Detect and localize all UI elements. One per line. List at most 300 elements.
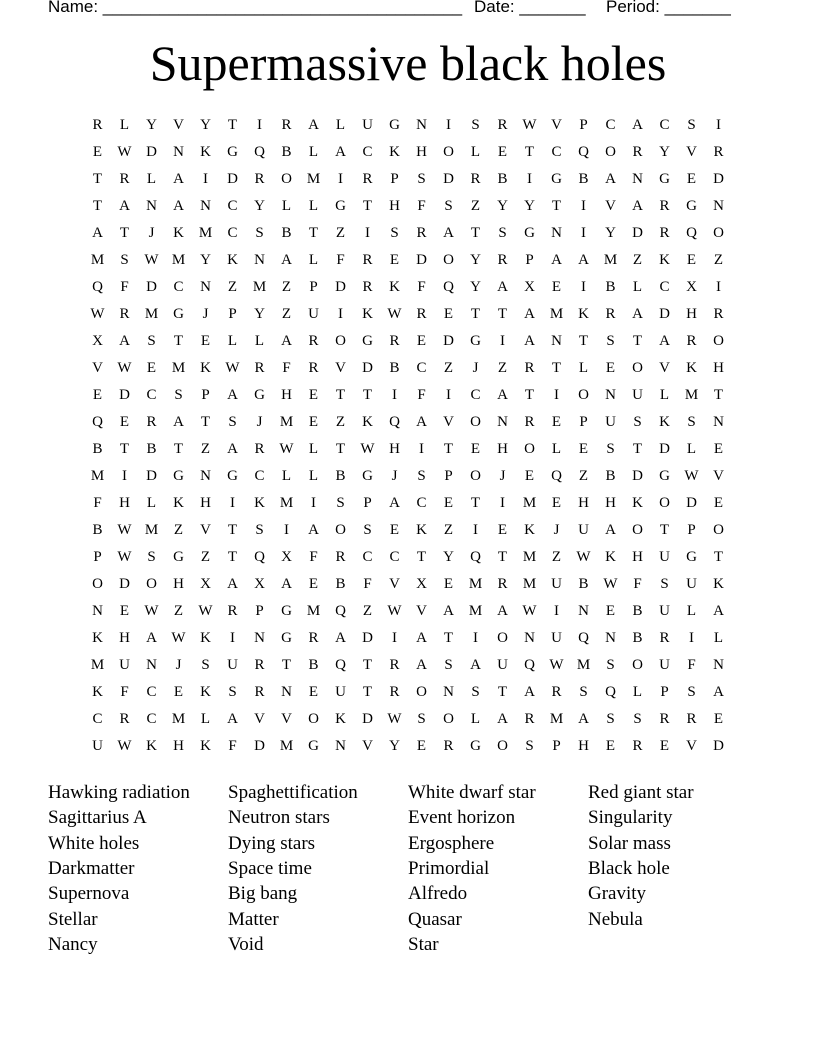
grid-letter[interactable]: Q (605, 684, 616, 700)
grid-letter[interactable]: S (498, 225, 507, 241)
grid-letter[interactable]: Y (470, 279, 481, 295)
grid-letter[interactable]: A (389, 495, 400, 511)
grid-letter[interactable]: R (524, 360, 535, 376)
grid-letter[interactable]: K (605, 549, 616, 565)
grid-letter[interactable]: R (632, 738, 643, 754)
grid-letter[interactable]: D (443, 171, 454, 187)
grid-letter[interactable]: V (335, 360, 346, 376)
grid-letter[interactable]: R (605, 306, 616, 322)
grid-letter[interactable]: P (93, 549, 102, 565)
grid-letter[interactable]: E (713, 711, 724, 727)
grid-letter[interactable]: J (391, 468, 398, 484)
grid-letter[interactable]: B (605, 468, 616, 484)
grid-letter[interactable]: E (686, 171, 697, 187)
grid-letter[interactable]: Q (524, 657, 535, 673)
grid-letter[interactable]: K (389, 279, 400, 295)
grid-letter[interactable]: T (119, 441, 130, 457)
grid-letter[interactable]: G (551, 171, 562, 187)
grid-letter[interactable]: I (365, 225, 370, 241)
grid-letter[interactable]: D (335, 279, 346, 295)
grid-letter[interactable]: O (605, 144, 616, 160)
grid-letter[interactable]: V (686, 144, 697, 160)
grid-letter[interactable]: I (716, 117, 721, 133)
grid-letter[interactable]: Z (227, 279, 238, 295)
grid-letter[interactable]: U (686, 576, 697, 592)
grid-letter[interactable]: E (92, 144, 103, 160)
grid-letter[interactable]: A (227, 576, 238, 592)
grid-letter[interactable]: A (524, 684, 535, 700)
grid-letter[interactable]: U (227, 657, 238, 673)
grid-letter[interactable]: A (227, 711, 238, 727)
grid-letter[interactable]: T (227, 522, 238, 538)
grid-letter[interactable]: E (119, 414, 130, 430)
grid-letter[interactable]: I (257, 117, 262, 133)
grid-letter[interactable]: A (578, 711, 589, 727)
grid-letter[interactable]: R (335, 549, 346, 565)
grid-letter[interactable]: K (362, 306, 373, 322)
grid-letter[interactable]: T (362, 684, 373, 700)
grid-letter[interactable]: C (146, 387, 157, 403)
grid-letter[interactable]: K (362, 414, 373, 430)
grid-letter[interactable]: T (308, 225, 319, 241)
grid-letter[interactable]: E (497, 522, 508, 538)
grid-letter[interactable]: S (633, 414, 642, 430)
grid-letter[interactable]: E (470, 441, 481, 457)
grid-letter[interactable]: M (468, 576, 483, 592)
grid-letter[interactable]: K (146, 738, 157, 754)
grid-letter[interactable]: Z (173, 522, 184, 538)
grid-letter[interactable]: A (470, 657, 481, 673)
grid-letter[interactable]: R (254, 684, 265, 700)
grid-letter[interactable]: K (200, 144, 211, 160)
grid-letter[interactable]: W (549, 657, 564, 673)
grid-letter[interactable]: K (416, 522, 427, 538)
grid-letter[interactable]: B (632, 630, 643, 646)
grid-letter[interactable]: Q (389, 414, 400, 430)
grid-letter[interactable]: L (227, 333, 238, 349)
grid-letter[interactable]: Q (578, 630, 589, 646)
grid-letter[interactable]: K (92, 630, 103, 646)
grid-letter[interactable]: I (392, 387, 397, 403)
grid-letter[interactable]: M (171, 360, 186, 376)
grid-letter[interactable]: I (446, 117, 451, 133)
grid-letter[interactable]: D (119, 576, 130, 592)
grid-letter[interactable]: T (173, 333, 184, 349)
grid-letter[interactable]: A (497, 711, 508, 727)
grid-letter[interactable]: O (713, 522, 724, 538)
grid-letter[interactable]: Z (551, 549, 562, 565)
grid-letter[interactable]: Z (443, 522, 454, 538)
grid-letter[interactable]: L (686, 603, 697, 619)
grid-letter[interactable]: E (605, 360, 616, 376)
grid-letter[interactable]: R (308, 333, 319, 349)
grid-letter[interactable]: K (632, 495, 643, 511)
grid-letter[interactable]: X (281, 549, 292, 565)
grid-letter[interactable]: N (92, 603, 103, 619)
grid-letter[interactable]: N (605, 387, 616, 403)
grid-letter[interactable]: D (362, 630, 373, 646)
grid-letter[interactable]: C (92, 711, 103, 727)
grid-letter[interactable]: A (281, 333, 292, 349)
grid-letter[interactable]: I (527, 171, 532, 187)
grid-letter[interactable]: B (335, 576, 346, 592)
grid-letter[interactable]: O (578, 387, 589, 403)
grid-letter[interactable]: R (659, 198, 670, 214)
grid-letter[interactable]: U (362, 117, 373, 133)
grid-letter[interactable]: R (308, 630, 319, 646)
grid-letter[interactable]: T (497, 549, 508, 565)
grid-letter[interactable]: E (173, 684, 184, 700)
grid-letter[interactable]: T (173, 441, 184, 457)
grid-letter[interactable]: I (311, 495, 316, 511)
grid-letter[interactable]: K (173, 225, 184, 241)
grid-letter[interactable]: O (335, 333, 346, 349)
grid-letter[interactable]: O (632, 657, 643, 673)
grid-letter[interactable]: O (632, 360, 643, 376)
grid-letter[interactable]: I (473, 522, 478, 538)
period-field[interactable]: Period: _______ (606, 0, 731, 16)
grid-letter[interactable]: R (713, 144, 724, 160)
grid-letter[interactable]: E (308, 414, 319, 430)
grid-letter[interactable]: R (389, 684, 400, 700)
grid-letter[interactable]: H (389, 441, 400, 457)
grid-letter[interactable]: S (525, 738, 534, 754)
grid-letter[interactable]: U (497, 657, 508, 673)
grid-letter[interactable]: Y (443, 549, 454, 565)
grid-letter[interactable]: R (632, 144, 643, 160)
grid-letter[interactable]: A (605, 171, 616, 187)
grid-letter[interactable]: C (362, 549, 373, 565)
grid-letter[interactable]: S (687, 684, 696, 700)
grid-letter[interactable]: P (687, 522, 696, 538)
grid-letter[interactable]: J (175, 657, 182, 673)
grid-letter[interactable]: T (632, 333, 643, 349)
grid-letter[interactable]: T (416, 549, 427, 565)
grid-letter[interactable]: G (308, 738, 319, 754)
grid-letter[interactable]: E (389, 252, 400, 268)
grid-letter[interactable]: T (551, 360, 562, 376)
grid-letter[interactable]: T (470, 225, 481, 241)
grid-letter[interactable]: V (281, 711, 292, 727)
grid-letter[interactable]: Z (335, 414, 346, 430)
grid-letter[interactable]: O (713, 333, 724, 349)
grid-letter[interactable]: R (362, 279, 373, 295)
grid-letter[interactable]: H (119, 495, 130, 511)
grid-letter[interactable]: A (578, 252, 589, 268)
grid-letter[interactable]: D (659, 306, 670, 322)
grid-letter[interactable]: E (308, 576, 319, 592)
grid-letter[interactable]: S (444, 657, 453, 673)
grid-letter[interactable]: K (389, 144, 400, 160)
grid-letter[interactable]: M (306, 603, 321, 619)
grid-letter[interactable]: S (174, 387, 183, 403)
grid-letter[interactable]: O (443, 252, 454, 268)
grid-letter[interactable]: W (360, 441, 375, 457)
grid-letter[interactable]: R (254, 657, 265, 673)
grid-letter[interactable]: Y (254, 198, 265, 214)
grid-letter[interactable]: V (416, 603, 427, 619)
grid-letter[interactable]: F (120, 279, 129, 295)
grid-letter[interactable]: I (392, 630, 397, 646)
grid-letter[interactable]: X (200, 576, 211, 592)
grid-letter[interactable]: I (338, 171, 343, 187)
grid-letter[interactable]: F (417, 279, 426, 295)
grid-letter[interactable]: C (659, 279, 670, 295)
grid-letter[interactable]: R (254, 171, 265, 187)
grid-letter[interactable]: O (92, 576, 103, 592)
grid-letter[interactable]: Q (92, 414, 103, 430)
grid-letter[interactable]: T (362, 198, 373, 214)
grid-letter[interactable]: I (500, 333, 505, 349)
grid-letter[interactable]: E (443, 306, 454, 322)
grid-letter[interactable]: I (716, 279, 721, 295)
grid-letter[interactable]: A (713, 684, 724, 700)
grid-letter[interactable]: B (389, 360, 400, 376)
grid-letter[interactable]: T (227, 549, 238, 565)
grid-letter[interactable]: M (279, 738, 294, 754)
grid-letter[interactable]: E (92, 387, 103, 403)
grid-letter[interactable]: T (362, 657, 373, 673)
grid-letter[interactable]: N (713, 198, 724, 214)
grid-letter[interactable]: N (713, 657, 724, 673)
grid-letter[interactable]: E (443, 495, 454, 511)
grid-letter[interactable]: C (227, 225, 238, 241)
grid-letter[interactable]: T (524, 144, 535, 160)
grid-letter[interactable]: L (470, 711, 481, 727)
grid-letter[interactable]: E (497, 144, 508, 160)
grid-letter[interactable]: Y (200, 252, 211, 268)
grid-letter[interactable]: M (171, 711, 186, 727)
grid-letter[interactable]: B (605, 279, 616, 295)
grid-letter[interactable]: C (470, 387, 481, 403)
grid-letter[interactable]: E (659, 738, 670, 754)
grid-letter[interactable]: K (92, 684, 103, 700)
grid-letter[interactable]: G (659, 171, 670, 187)
grid-letter[interactable]: T (659, 522, 670, 538)
grid-letter[interactable]: E (686, 252, 697, 268)
grid-letter[interactable]: U (308, 306, 319, 322)
grid-letter[interactable]: S (147, 333, 156, 349)
grid-letter[interactable]: R (227, 603, 238, 619)
grid-letter[interactable]: S (444, 198, 453, 214)
grid-letter[interactable]: N (497, 414, 508, 430)
grid-letter[interactable]: O (659, 495, 670, 511)
grid-letter[interactable]: H (119, 630, 130, 646)
grid-letter[interactable]: T (497, 306, 508, 322)
grid-letter[interactable]: U (659, 657, 670, 673)
grid-letter[interactable]: T (713, 549, 724, 565)
grid-letter[interactable]: C (146, 684, 157, 700)
grid-letter[interactable]: A (497, 603, 508, 619)
grid-letter[interactable]: M (90, 252, 105, 268)
grid-letter[interactable]: S (606, 657, 615, 673)
grid-letter[interactable]: S (471, 684, 480, 700)
grid-letter[interactable]: D (119, 387, 130, 403)
grid-letter[interactable]: A (335, 144, 346, 160)
grid-letter[interactable]: W (117, 360, 132, 376)
grid-letter[interactable]: M (549, 306, 564, 322)
grid-letter[interactable]: P (309, 279, 318, 295)
grid-letter[interactable]: C (659, 117, 670, 133)
grid-letter[interactable]: V (362, 738, 373, 754)
grid-letter[interactable]: Z (632, 252, 643, 268)
grid-letter[interactable]: A (605, 522, 616, 538)
grid-letter[interactable]: T (362, 387, 373, 403)
grid-letter[interactable]: L (254, 333, 265, 349)
grid-letter[interactable]: V (713, 468, 724, 484)
grid-letter[interactable]: S (201, 657, 210, 673)
grid-letter[interactable]: W (198, 603, 213, 619)
grid-letter[interactable]: P (201, 387, 210, 403)
grid-letter[interactable]: I (473, 630, 478, 646)
grid-letter[interactable]: V (659, 360, 670, 376)
grid-letter[interactable]: R (524, 414, 535, 430)
grid-letter[interactable]: L (713, 630, 724, 646)
grid-letter[interactable]: O (308, 711, 319, 727)
grid-letter[interactable]: W (279, 441, 294, 457)
grid-letter[interactable]: X (524, 279, 535, 295)
grid-letter[interactable]: K (686, 360, 697, 376)
grid-letter[interactable]: H (416, 144, 427, 160)
grid-letter[interactable]: S (390, 225, 399, 241)
grid-letter[interactable]: V (173, 117, 184, 133)
grid-letter[interactable]: I (581, 225, 586, 241)
grid-letter[interactable]: T (470, 495, 481, 511)
grid-letter[interactable]: E (308, 684, 319, 700)
grid-letter[interactable]: A (443, 225, 454, 241)
grid-letter[interactable]: F (282, 360, 291, 376)
grid-letter[interactable]: D (254, 738, 265, 754)
grid-letter[interactable]: V (551, 117, 562, 133)
grid-letter[interactable]: P (228, 306, 237, 322)
grid-letter[interactable]: T (119, 225, 130, 241)
grid-letter[interactable]: D (632, 468, 643, 484)
grid-letter[interactable]: B (497, 171, 508, 187)
grid-letter[interactable]: E (443, 576, 454, 592)
grid-letter[interactable]: R (713, 306, 724, 322)
date-field[interactable]: Date: _______ (474, 0, 586, 16)
grid-letter[interactable]: E (551, 414, 562, 430)
grid-letter[interactable]: W (684, 468, 699, 484)
grid-letter[interactable]: Y (605, 225, 616, 241)
grid-letter[interactable]: D (227, 171, 238, 187)
grid-letter[interactable]: N (254, 252, 265, 268)
grid-letter[interactable]: F (336, 252, 345, 268)
grid-letter[interactable]: W (117, 144, 132, 160)
grid-letter[interactable]: R (362, 171, 373, 187)
grid-letter[interactable]: N (632, 171, 643, 187)
grid-letter[interactable]: K (335, 711, 346, 727)
grid-letter[interactable]: J (148, 225, 155, 241)
grid-letter[interactable]: H (686, 306, 697, 322)
grid-letter[interactable]: D (632, 225, 643, 241)
grid-letter[interactable]: R (308, 360, 319, 376)
grid-letter[interactable]: N (605, 630, 616, 646)
grid-letter[interactable]: B (92, 441, 103, 457)
grid-letter[interactable]: F (687, 657, 696, 673)
grid-letter[interactable]: K (524, 522, 535, 538)
grid-letter[interactable]: I (230, 630, 235, 646)
grid-letter[interactable]: W (144, 603, 159, 619)
grid-letter[interactable]: A (227, 441, 238, 457)
grid-letter[interactable]: S (363, 522, 372, 538)
grid-letter[interactable]: M (522, 549, 537, 565)
grid-letter[interactable]: I (554, 387, 559, 403)
grid-letter[interactable]: F (363, 576, 372, 592)
grid-letter[interactable]: E (200, 333, 211, 349)
grid-letter[interactable]: D (416, 252, 427, 268)
grid-letter[interactable]: Y (470, 252, 481, 268)
grid-letter[interactable]: W (387, 306, 402, 322)
grid-letter[interactable]: D (713, 171, 724, 187)
grid-letter[interactable]: A (92, 225, 103, 241)
grid-letter[interactable]: D (713, 738, 724, 754)
grid-letter[interactable]: E (146, 360, 157, 376)
grid-letter[interactable]: Q (92, 279, 103, 295)
grid-letter[interactable]: G (227, 468, 238, 484)
grid-letter[interactable]: R (497, 252, 508, 268)
grid-letter[interactable]: M (522, 495, 537, 511)
grid-letter[interactable]: S (606, 333, 615, 349)
grid-letter[interactable]: L (578, 360, 589, 376)
grid-letter[interactable]: A (497, 387, 508, 403)
grid-letter[interactable]: U (119, 657, 130, 673)
grid-letter[interactable]: V (686, 738, 697, 754)
grid-letter[interactable]: C (254, 468, 265, 484)
grid-letter[interactable]: L (146, 171, 157, 187)
grid-letter[interactable]: P (579, 117, 588, 133)
grid-letter[interactable]: C (362, 144, 373, 160)
grid-letter[interactable]: M (279, 495, 294, 511)
grid-letter[interactable]: O (470, 468, 481, 484)
grid-letter[interactable]: E (416, 333, 427, 349)
grid-letter[interactable]: Z (497, 360, 508, 376)
grid-letter[interactable]: I (581, 198, 586, 214)
grid-letter[interactable]: G (659, 468, 670, 484)
grid-letter[interactable]: M (603, 252, 618, 268)
grid-letter[interactable]: C (173, 279, 184, 295)
grid-letter[interactable]: R (416, 306, 427, 322)
grid-letter[interactable]: S (417, 171, 426, 187)
grid-letter[interactable]: A (227, 387, 238, 403)
grid-letter[interactable]: M (144, 522, 159, 538)
grid-letter[interactable]: B (92, 522, 103, 538)
grid-letter[interactable]: Y (200, 117, 211, 133)
grid-letter[interactable]: U (605, 414, 616, 430)
grid-letter[interactable]: G (173, 468, 184, 484)
grid-letter[interactable]: N (416, 117, 427, 133)
grid-letter[interactable]: P (660, 684, 669, 700)
grid-letter[interactable]: W (387, 711, 402, 727)
grid-letter[interactable]: P (552, 738, 561, 754)
grid-letter[interactable]: G (470, 738, 481, 754)
grid-letter[interactable]: V (443, 414, 454, 430)
grid-letter[interactable]: A (551, 252, 562, 268)
grid-letter[interactable]: H (497, 441, 508, 457)
grid-letter[interactable]: H (173, 576, 184, 592)
grid-letter[interactable]: R (389, 657, 400, 673)
grid-letter[interactable]: Q (551, 468, 562, 484)
grid-letter[interactable]: M (144, 306, 159, 322)
grid-letter[interactable]: A (443, 603, 454, 619)
grid-letter[interactable]: J (472, 360, 479, 376)
grid-letter[interactable]: C (389, 549, 400, 565)
grid-letter[interactable]: L (632, 279, 643, 295)
grid-letter[interactable]: B (632, 603, 643, 619)
grid-letter[interactable]: T (713, 387, 724, 403)
grid-letter[interactable]: C (227, 198, 238, 214)
grid-letter[interactable]: N (254, 630, 265, 646)
